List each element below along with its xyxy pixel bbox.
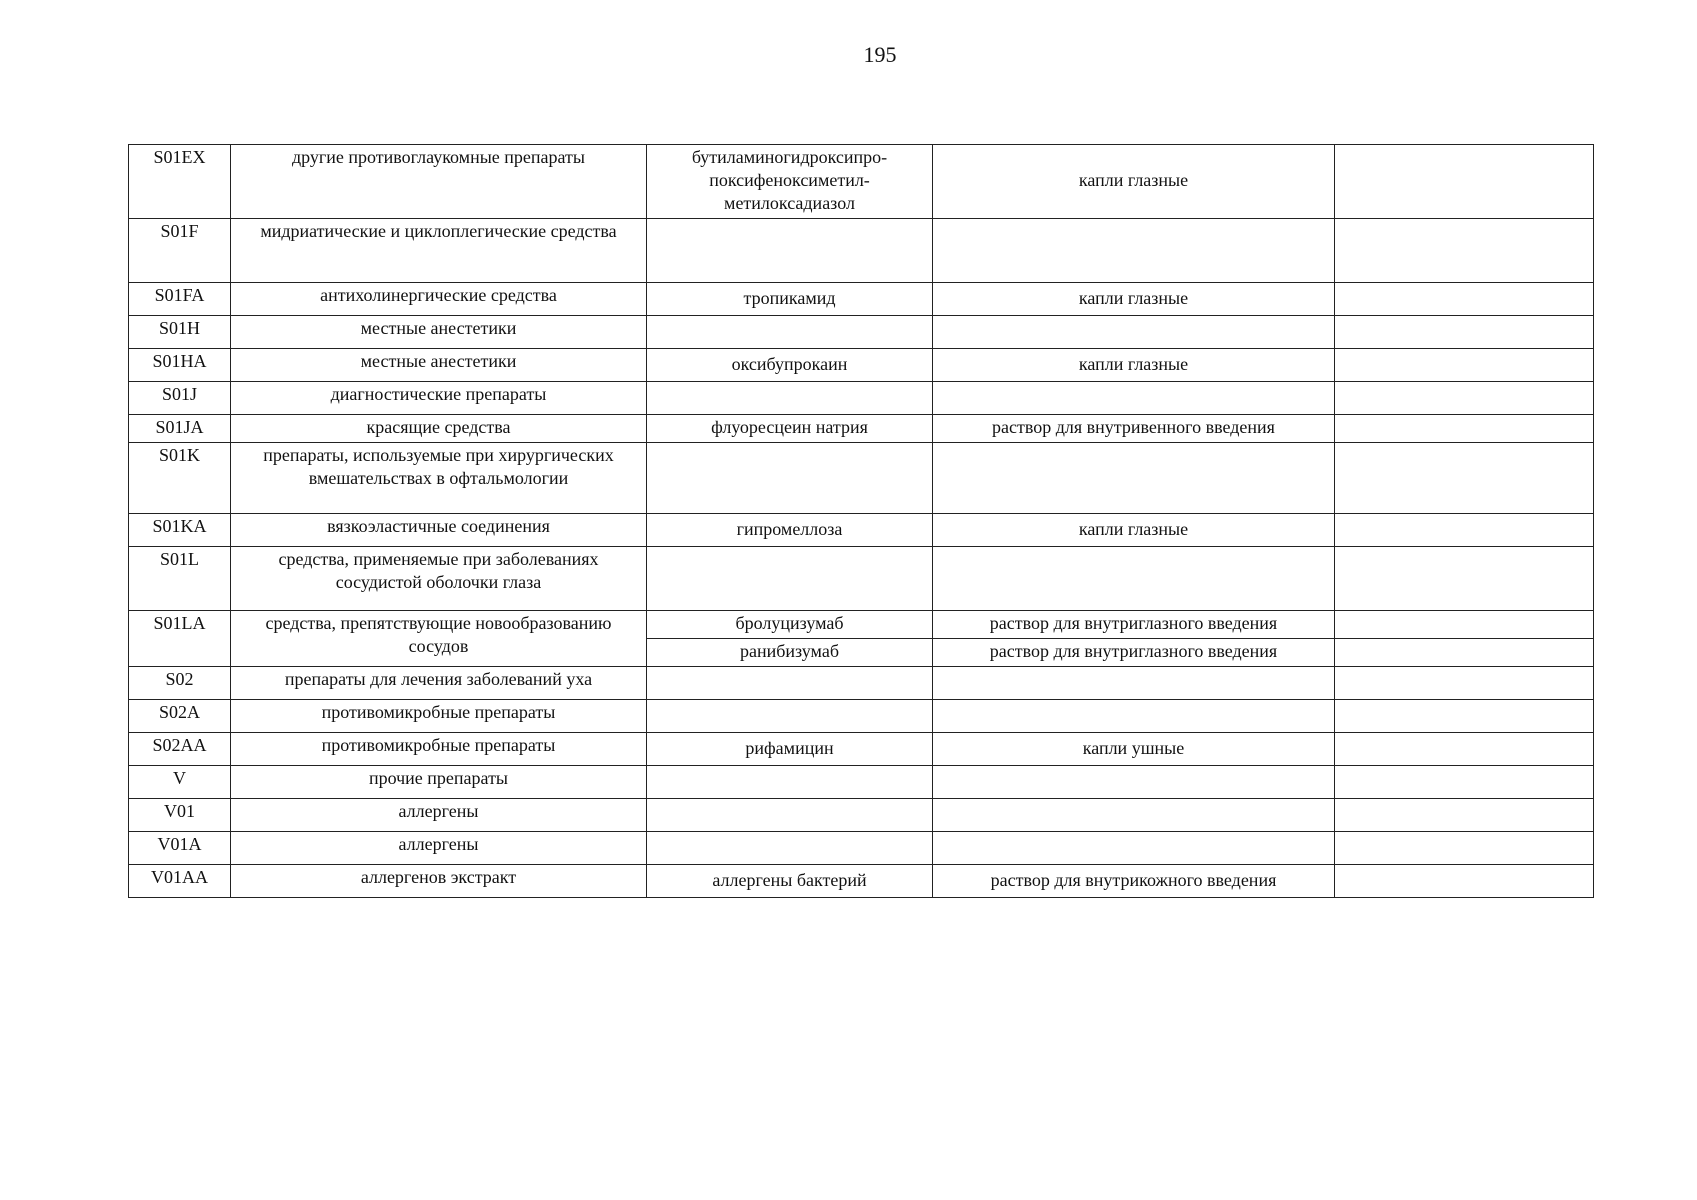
dosage-form-cell: [933, 219, 1335, 283]
atc-code-cell: S01F: [129, 219, 231, 283]
table-row: [129, 611, 1594, 639]
page-number: 195: [863, 42, 897, 67]
drug-name-cell: бролуцизумаб: [647, 611, 933, 639]
anatomical-group-cell: аллергены: [231, 799, 647, 832]
table-row: [129, 219, 1594, 283]
drug-name-cell: [647, 219, 933, 283]
dosage-form-cell: капли глазные: [933, 349, 1335, 382]
atc-code-cell: S01EX: [129, 145, 231, 219]
empty-notes-cell: [1335, 145, 1594, 219]
table-row: [129, 443, 1594, 514]
dosage-form-cell: [933, 799, 1335, 832]
drug-name-cell: [647, 316, 933, 349]
drug-name-cell: [647, 382, 933, 415]
atc-code-cell: S01H: [129, 316, 231, 349]
empty-notes-cell: [1335, 219, 1594, 283]
anatomical-group-cell: средства, препятствующие новообразованию сосудов: [231, 611, 647, 667]
empty-notes-cell: [1335, 766, 1594, 799]
anatomical-group-cell: аллергены: [231, 832, 647, 865]
atc-code-cell: S01HA: [129, 349, 231, 382]
empty-notes-cell: [1335, 667, 1594, 700]
table-row: [129, 799, 1594, 832]
empty-notes-cell: [1335, 639, 1594, 667]
dosage-form-cell: [933, 766, 1335, 799]
drug-name-cell: [647, 766, 933, 799]
drug-name-cell: аллергены бактерий: [647, 865, 933, 898]
anatomical-group-cell: местные анестетики: [231, 316, 647, 349]
drug-name-cell: [647, 700, 933, 733]
empty-notes-cell: [1335, 514, 1594, 547]
table-row: [129, 547, 1594, 611]
anatomical-group-cell: другие противоглаукомные препараты: [231, 145, 647, 219]
table-row: [129, 283, 1594, 316]
dosage-form-cell: [933, 547, 1335, 611]
empty-notes-cell: [1335, 415, 1594, 443]
drug-table: [128, 144, 1594, 898]
drug-name-cell: оксибупрокаин: [647, 349, 933, 382]
anatomical-group-cell: местные анестетики: [231, 349, 647, 382]
anatomical-group-cell: противомикробные препараты: [231, 700, 647, 733]
anatomical-group-cell: диагностические препараты: [231, 382, 647, 415]
dosage-form-cell: [933, 667, 1335, 700]
empty-notes-cell: [1335, 733, 1594, 766]
empty-notes-cell: [1335, 349, 1594, 382]
atc-code-cell: S01LA: [129, 611, 231, 667]
dosage-form-cell: [933, 316, 1335, 349]
drug-name-cell: бутиламиногидроксипро-поксифеноксиметил-метилоксадиазол: [647, 145, 933, 219]
drug-name-cell: [647, 547, 933, 611]
drug-name-cell: флуоресцеин натрия: [647, 415, 933, 443]
empty-notes-cell: [1335, 443, 1594, 514]
atc-code-cell: V01AA: [129, 865, 231, 898]
dosage-form-cell: раствор для внутриглазного введения: [933, 639, 1335, 667]
drug-name-cell: [647, 799, 933, 832]
drug-name-cell: тропикамид: [647, 283, 933, 316]
dosage-form-cell: [933, 382, 1335, 415]
empty-notes-cell: [1335, 316, 1594, 349]
dosage-form-cell: капли глазные: [933, 283, 1335, 316]
anatomical-group-cell: препараты для лечения заболеваний уха: [231, 667, 647, 700]
empty-notes-cell: [1335, 382, 1594, 415]
anatomical-group-cell: мидриатические и циклоплегические средства: [231, 219, 647, 283]
empty-notes-cell: [1335, 700, 1594, 733]
drug-name-cell: [647, 443, 933, 514]
table-row: [129, 316, 1594, 349]
table-row: [129, 349, 1594, 382]
dosage-form-cell: капли глазные: [933, 145, 1335, 219]
table-row: [129, 415, 1594, 443]
atc-code-cell: S01K: [129, 443, 231, 514]
anatomical-group-cell: антихолинергические средства: [231, 283, 647, 316]
table-row: [129, 766, 1594, 799]
dosage-form-cell: раствор для внутрикожного введения: [933, 865, 1335, 898]
anatomical-group-cell: средства, применяемые при заболеваниях сосудистой оболочки глаза: [231, 547, 647, 611]
atc-code-cell: S01L: [129, 547, 231, 611]
anatomical-group-cell: противомикробные препараты: [231, 733, 647, 766]
dosage-form-cell: [933, 700, 1335, 733]
anatomical-group-cell: препараты, используемые при хирургических вмешательствах в офтальмологии: [231, 443, 647, 514]
table-row: [129, 145, 1594, 219]
table-row: [129, 832, 1594, 865]
table-row: [129, 382, 1594, 415]
dosage-form-cell: раствор для внутривенного введения: [933, 415, 1335, 443]
atc-code-cell: S02: [129, 667, 231, 700]
table-row: [129, 514, 1594, 547]
table-row: [129, 733, 1594, 766]
table-body: [129, 145, 1594, 898]
drug-name-cell: [647, 667, 933, 700]
atc-code-cell: V01: [129, 799, 231, 832]
anatomical-group-cell: прочие препараты: [231, 766, 647, 799]
drug-name-cell: гипромеллоза: [647, 514, 933, 547]
empty-notes-cell: [1335, 832, 1594, 865]
anatomical-group-cell: красящие средства: [231, 415, 647, 443]
dosage-form-cell: [933, 443, 1335, 514]
atc-code-cell: S02AA: [129, 733, 231, 766]
empty-notes-cell: [1335, 799, 1594, 832]
dosage-form-cell: капли ушные: [933, 733, 1335, 766]
table-row: [129, 700, 1594, 733]
dosage-form-cell: [933, 832, 1335, 865]
empty-notes-cell: [1335, 283, 1594, 316]
empty-notes-cell: [1335, 547, 1594, 611]
table-row: [129, 667, 1594, 700]
dosage-form-cell: капли глазные: [933, 514, 1335, 547]
atc-code-cell: V: [129, 766, 231, 799]
atc-code-cell: S01J: [129, 382, 231, 415]
atc-code-cell: S01JA: [129, 415, 231, 443]
empty-notes-cell: [1335, 611, 1594, 639]
drug-name-cell: [647, 832, 933, 865]
anatomical-group-cell: вязкоэластичные соединения: [231, 514, 647, 547]
atc-code-cell: S01FA: [129, 283, 231, 316]
dosage-form-cell: раствор для внутриглазного введения: [933, 611, 1335, 639]
drug-name-cell: рифамицин: [647, 733, 933, 766]
atc-code-cell: S02A: [129, 700, 231, 733]
drug-name-cell: ранибизумаб: [647, 639, 933, 667]
empty-notes-cell: [1335, 865, 1594, 898]
anatomical-group-cell: аллергенов экстракт: [231, 865, 647, 898]
atc-code-cell: S01KA: [129, 514, 231, 547]
atc-code-cell: V01A: [129, 832, 231, 865]
table-row: [129, 865, 1594, 898]
